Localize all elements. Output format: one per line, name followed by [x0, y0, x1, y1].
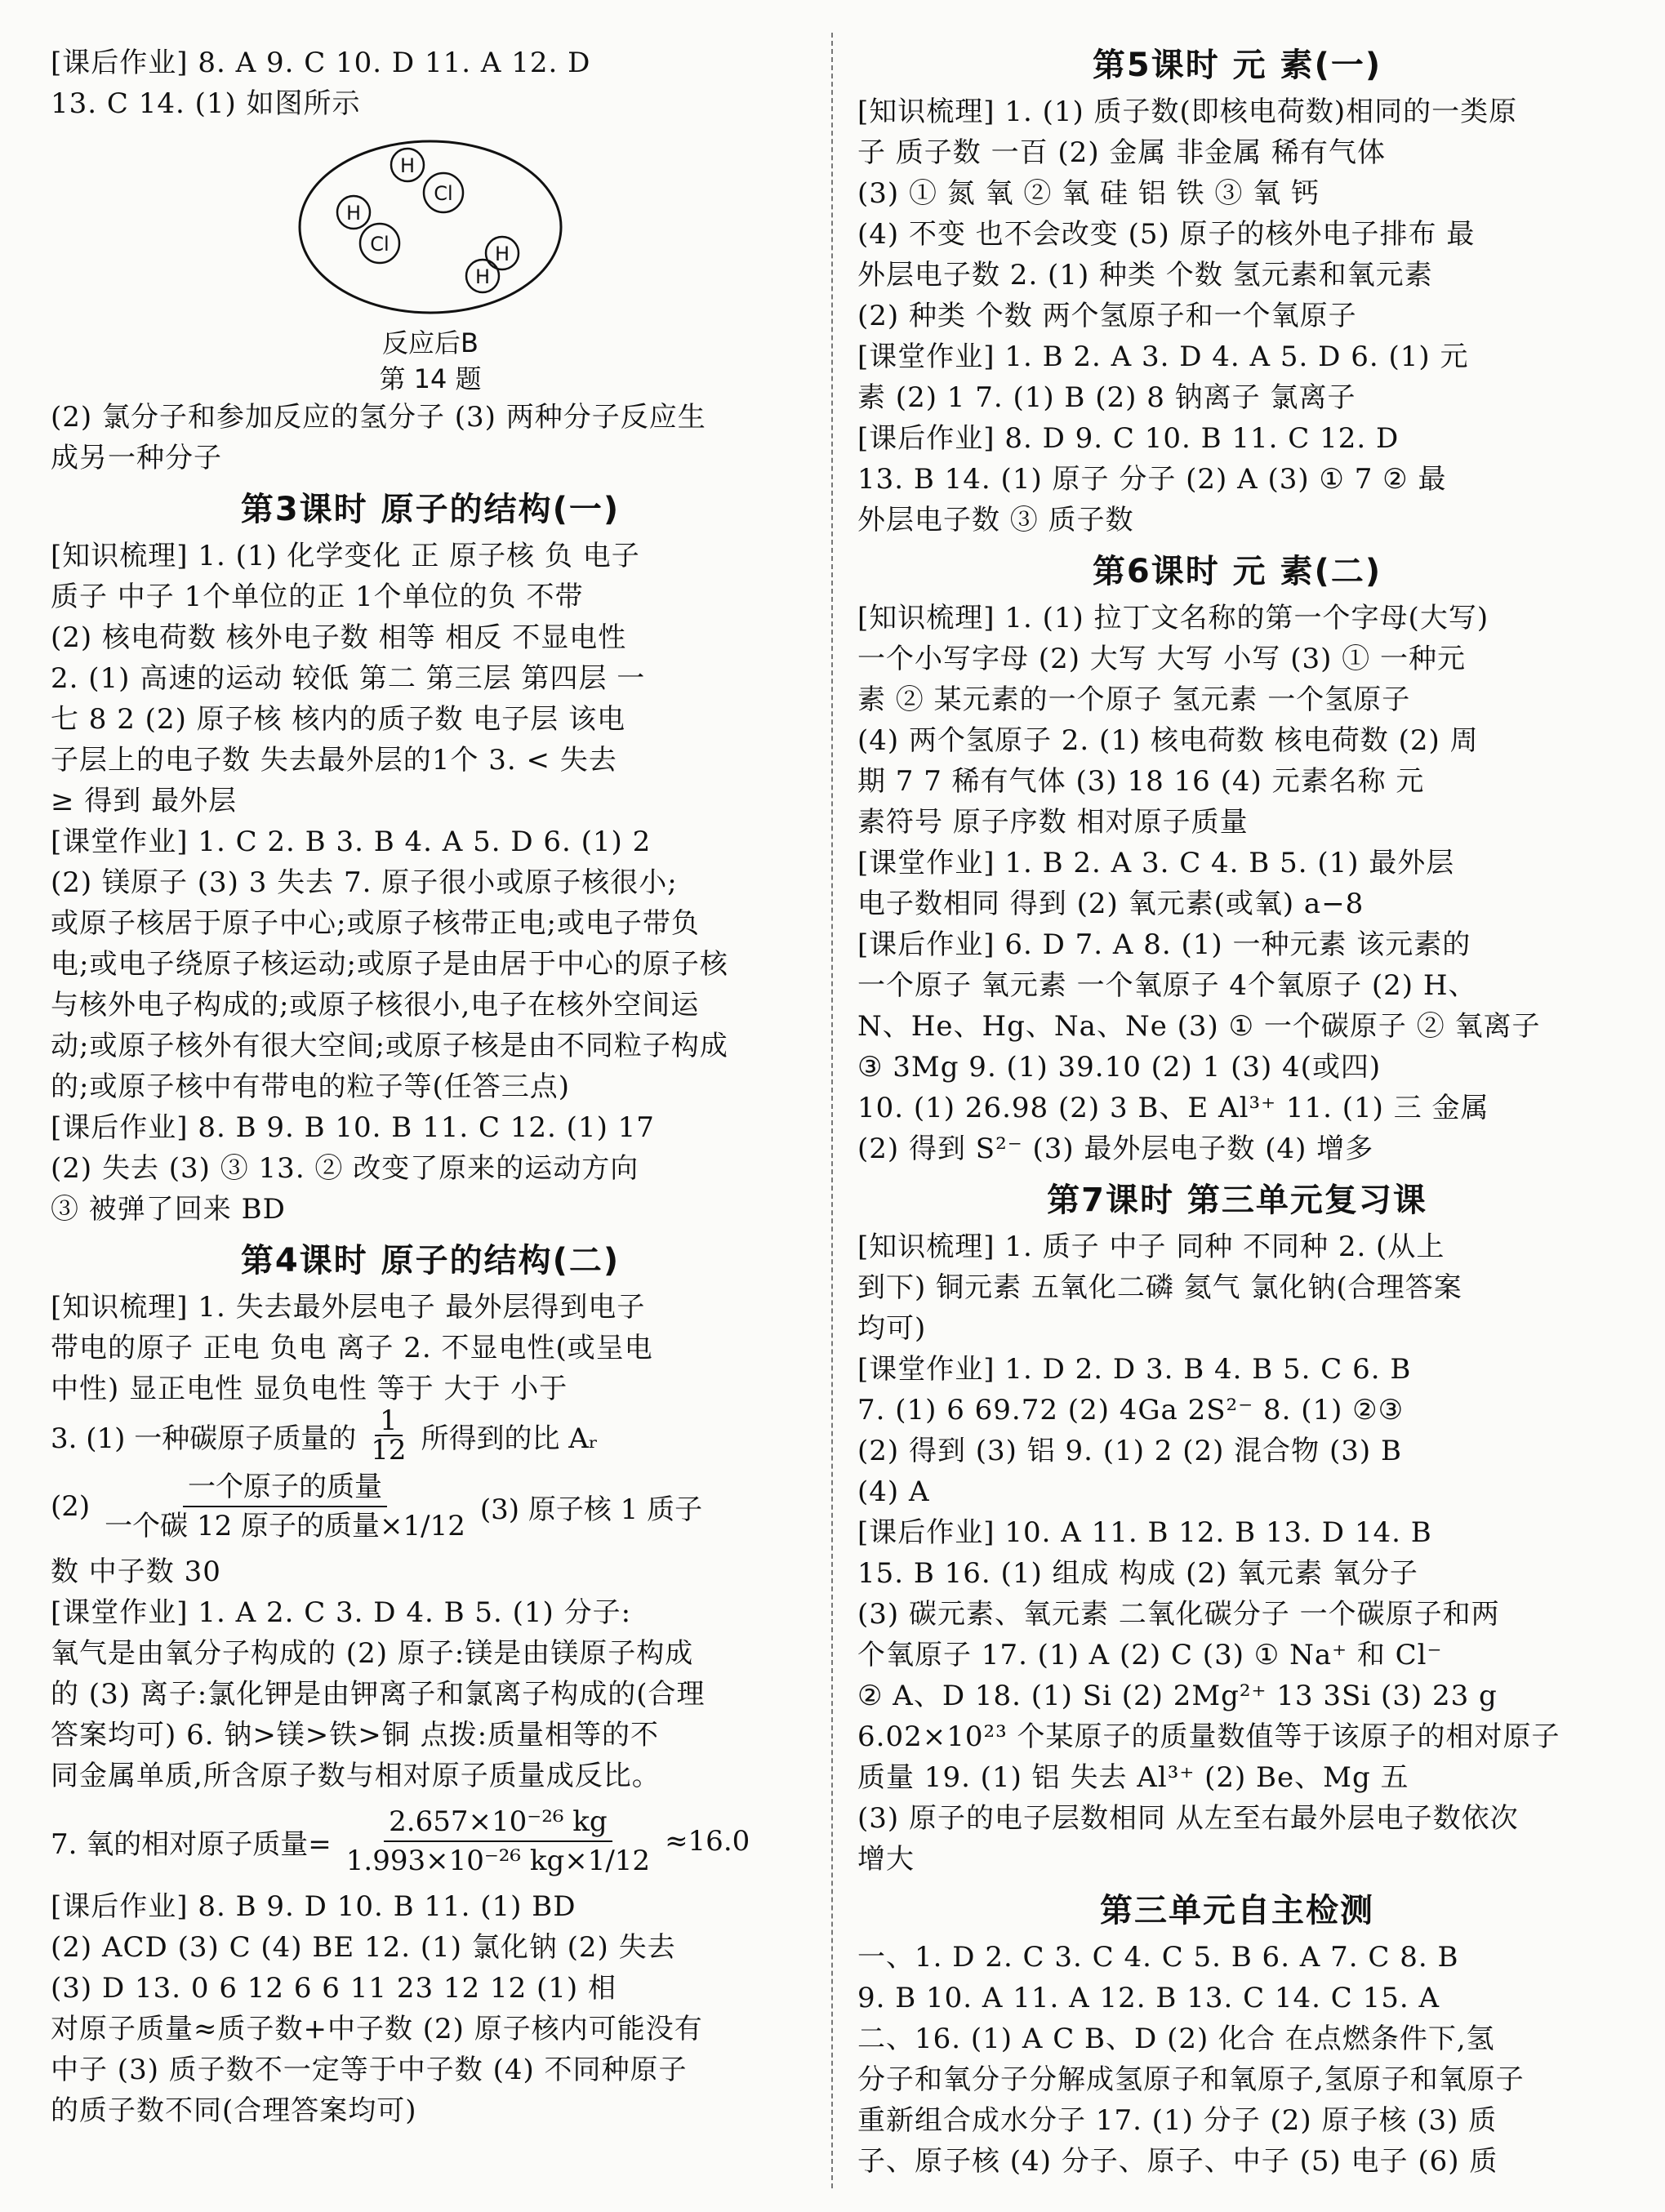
text-line: (2) ACD (3) C (4) BE 12. (1) 氯化钠 (2) 失去 — [51, 1931, 676, 1964]
text-line: [课后作业] 6. D 7. A 8. (1) 一种元素 该元素的 — [857, 928, 1471, 961]
text-line: 子层上的电子数 失去最外层的1个 3. < 失去 — [51, 744, 617, 777]
text-line: 动;或原子核外有很大空间;或原子核是由不同粒子构成 — [51, 1030, 728, 1062]
text-line: 一、1. D 2. C 3. C 4. C 5. B 6. A 7. C 8. B — [857, 1941, 1459, 1974]
text-line: 分子和氧分子分解成氢原子和氧原子,氢原子和氧原子 — [857, 2063, 1525, 2096]
text-line: 二、16. (1) A C B、D (2) 化合 在点燃条件下,氢 — [857, 2023, 1495, 2055]
atom-label: H — [474, 265, 491, 288]
section-heading: 第3课时 原子的结构(一) — [240, 491, 621, 528]
text-line: 6.02×10²³ 个某原子的质量数值等于该原子的相对原子 — [857, 1720, 1560, 1753]
formula-text: 所得到的比 Aᵣ — [421, 1422, 599, 1455]
fraction-numerator: 1 — [375, 1407, 403, 1436]
text-line: 氧气是由氧分子构成的 (2) 原子:镁是由镁原子构成 — [51, 1637, 694, 1670]
text-line: (2) 核电荷数 核外电子数 相等 相反 不显电性 — [51, 621, 627, 654]
text-line: 中性) 显正电性 显负电性 等于 大于 小于 — [51, 1373, 568, 1405]
text-line: 中子 (3) 质子数不一定等于中子数 (4) 不同种原子 — [51, 2054, 688, 2086]
figure-caption: 反应后B — [382, 327, 479, 358]
text-line: (2) 氯分子和参加反应的氢分子 (3) 两种分子反应生 — [51, 401, 706, 434]
text-line: 素 ② 某元素的一个原子 氢元素 一个氢原子 — [857, 683, 1411, 716]
atom-label: Cl — [434, 182, 453, 205]
atom-label: Cl — [370, 233, 390, 256]
text-line: [知识梳理] 1. (1) 化学变化 正 原子核 负 电子 — [51, 540, 640, 572]
left-column — [51, 42, 810, 2131]
text-line: 素 (2) 1 7. (1) B (2) 8 钠离子 氯离子 — [857, 381, 1356, 414]
text-line: 子、原子核 (4) 分子、原子、中子 (5) 电子 (6) 质 — [857, 2145, 1498, 2178]
atom-label: H — [399, 154, 416, 177]
text-line: 到下) 铜元素 五氧化二磷 氦气 氯化钠(合理答案 — [857, 1271, 1462, 1304]
fraction-denominator: 12 — [371, 1434, 407, 1467]
text-line: [课堂作业] 1. B 2. A 3. C 4. B 5. (1) 最外层 — [857, 847, 1455, 879]
fraction-denominator: 一个碳 12 原子的质量×1/12 — [105, 1510, 465, 1542]
question-14-figure — [51, 129, 810, 397]
text-line: (3) D 13. 0 6 12 6 6 11 23 12 12 (1) 相 — [51, 1972, 617, 2005]
text-line: 同金属单质,所含原子数与相对原子质量成反比。 — [51, 1760, 661, 1792]
molecule-diagram — [292, 129, 569, 325]
text-line: 对原子质量≈质子数+中子数 (2) 原子核内可能没有 — [51, 2013, 703, 2045]
text-line: 重新组合成水分子 17. (1) 分子 (2) 原子核 (3) 质 — [857, 2104, 1498, 2137]
text-line: [知识梳理] 1. 失去最外层电子 最外层得到电子 — [51, 1291, 646, 1324]
text-line: 数 中子数 30 — [51, 1556, 221, 1588]
text-line: 13. B 14. (1) 原子 分子 (2) A (3) ① 7 ② 最 — [857, 463, 1447, 496]
text-line: 2. (1) 高速的运动 较低 第二 第三层 第四层 一 — [51, 662, 646, 695]
text-line: 增大 — [857, 1843, 915, 1876]
text-line: (3) ① 氮 氧 ② 氧 硅 铝 铁 ③ 氧 钙 — [857, 177, 1320, 210]
text-line: 10. (1) 26.98 (2) 3 B、E Al³⁺ 11. (1) 三 金属 — [857, 1092, 1489, 1124]
formula-text: (3) 原子核 1 质子 — [479, 1493, 703, 1526]
formula-line — [51, 1796, 810, 1886]
formula-text: (2) — [51, 1490, 91, 1523]
text-line: [知识梳理] 1. 质子 中子 同种 不同种 2. (从上 — [857, 1231, 1445, 1263]
text-line: 个氧原子 17. (1) A (2) C (3) ① Na⁺ 和 Cl⁻ — [857, 1639, 1443, 1671]
text-line: (2) 得到 (3) 铝 9. (1) 2 (2) 混合物 (3) B — [857, 1435, 1402, 1467]
text-line: [课后作业] 8. B 9. B 10. B 11. C 12. (1) 17 — [51, 1111, 655, 1144]
formula-text: 3. (1) 一种碳原子质量的 — [51, 1422, 357, 1455]
text-line: (4) A — [857, 1475, 930, 1508]
container-ellipse — [300, 141, 561, 313]
text-line: ≥ 得到 最外层 — [51, 785, 238, 817]
fraction — [100, 1468, 470, 1545]
text-line: 9. B 10. A 11. A 12. B 13. C 14. C 15. A — [857, 1982, 1440, 2014]
formula-line — [51, 1462, 810, 1551]
text-line: 均可) — [857, 1312, 927, 1345]
text-line: [课堂作业] 1. A 2. C 3. D 4. B 5. (1) 分子: — [51, 1596, 632, 1629]
text-line: [课后作业] 8. A 9. C 10. D 11. A 12. D — [51, 47, 591, 79]
text-line: ③ 被弹了回来 BD — [51, 1193, 286, 1226]
fraction-numerator: 2.657×10⁻²⁶ kg — [384, 1803, 612, 1842]
text-line: 一个原子 氧元素 一个氧原子 4个氧原子 (2) H、 — [857, 969, 1477, 1002]
fraction-denominator: 1.993×10⁻²⁶ kg×1/12 — [345, 1845, 651, 1877]
text-line: 或原子核居于原子中心;或原子核带正电;或电子带负 — [51, 907, 700, 940]
text-line: [知识梳理] 1. (1) 质子数(即核电荷数)相同的一类原 — [857, 96, 1518, 128]
text-line: 七 8 2 (2) 原子核 核内的质子数 电子层 该电 — [51, 703, 626, 736]
section-heading: 第6课时 元 素(二) — [1092, 553, 1382, 590]
text-line: 13. C 14. (1) 如图所示 — [51, 87, 361, 120]
text-line: [课后作业] 8. D 9. C 10. B 11. C 12. D — [857, 422, 1400, 455]
text-line: 外层电子数 ③ 质子数 — [857, 504, 1134, 536]
text-line: (4) 两个氢原子 2. (1) 核电荷数 核电荷数 (2) 周 — [857, 724, 1479, 757]
text-line: [课堂作业] 1. B 2. A 3. D 4. A 5. D 6. (1) 元 — [857, 340, 1469, 373]
text-line: (4) 不变 也不会改变 (5) 原子的核外电子排布 最 — [857, 218, 1476, 251]
text-line: ③ 3Mg 9. (1) 39.10 (2) 1 (3) 4(或四) — [857, 1051, 1382, 1084]
fraction-numerator: 一个原子的质量 — [183, 1468, 387, 1507]
text-line: (3) 碳元素、氧元素 二氧化碳分子 一个碳原子和两 — [857, 1598, 1500, 1631]
fraction — [341, 1803, 655, 1880]
column-divider — [831, 33, 833, 2188]
text-line: 电子数相同 得到 (2) 氧元素(或氧) a−8 — [857, 888, 1364, 920]
fraction — [366, 1404, 411, 1467]
text-line: N、He、Hg、Na、Ne (3) ① 一个碳原子 ② 氧离子 — [857, 1010, 1541, 1043]
atom-label: H — [345, 202, 362, 225]
text-line: [课堂作业] 1. D 2. D 3. B 4. B 5. C 6. B — [857, 1353, 1412, 1386]
formula-text: ≈16.0 — [665, 1825, 750, 1858]
text-line: 质量 19. (1) 铝 失去 Al³⁺ (2) Be、Mg 五 — [857, 1761, 1409, 1794]
text-line: 外层电子数 2. (1) 种类 个数 氢元素和氧元素 — [857, 259, 1433, 292]
text-line: 的;或原子核中有带电的粒子等(任答三点) — [51, 1070, 570, 1103]
text-line: 一个小写字母 (2) 大写 大写 小写 (3) ① 一种元 — [857, 643, 1466, 675]
text-line: 带电的原子 正电 负电 离子 2. 不显电性(或呈电 — [51, 1332, 653, 1364]
text-line: ② A、D 18. (1) Si (2) 2Mg²⁺ 13 3Si (3) 23 g — [857, 1680, 1498, 1712]
text-line: (2) 种类 个数 两个氢原子和一个氧原子 — [857, 300, 1357, 332]
text-line: [课堂作业] 1. C 2. B 3. B 4. A 5. D 6. (1) 2 — [51, 826, 652, 858]
text-line: 的质子数不同(合理答案均可) — [51, 2094, 417, 2127]
text-line: [课后作业] 10. A 11. B 12. B 13. D 14. B — [857, 1516, 1432, 1549]
text-line: 与核外电子构成的;或原子核很小,电子在核外空间运 — [51, 989, 700, 1021]
atom-label: H — [494, 243, 510, 265]
text-line: 质子 中子 1个单位的正 1个单位的负 不带 — [51, 581, 584, 613]
right-column — [857, 42, 1617, 2182]
formula-line — [51, 1404, 810, 1467]
section-heading: 第4课时 原子的结构(二) — [240, 1242, 621, 1280]
text-line: (2) 失去 (3) ③ 13. ② 改变了原来的运动方向 — [51, 1152, 639, 1185]
text-line: 15. B 16. (1) 组成 构成 (2) 氧元素 氧分子 — [857, 1557, 1418, 1590]
text-line: 答案均可) 6. 钠>镁>铁>铜 点拨:质量相等的不 — [51, 1719, 660, 1751]
figure-label: 第 14 题 — [379, 363, 482, 394]
text-line: (2) 得到 S²⁻ (3) 最外层电子数 (4) 增多 — [857, 1133, 1374, 1165]
section-heading: 第三单元自主检测 — [1100, 1892, 1374, 1929]
text-line: 成另一种分子 — [51, 442, 222, 474]
text-line: 期 7 7 稀有气体 (3) 18 16 (4) 元素名称 元 — [857, 765, 1425, 798]
text-line: (3) 原子的电子层数相同 从左至右最外层电子数依次 — [857, 1802, 1519, 1835]
section-heading: 第5课时 元 素(一) — [1092, 47, 1382, 84]
text-line: [知识梳理] 1. (1) 拉丁文名称的第一个字母(大写) — [857, 602, 1489, 634]
formula-text: 7. 氧的相对原子质量= — [51, 1827, 332, 1861]
section-heading: 第7课时 第三单元复习课 — [1047, 1182, 1427, 1219]
text-line: 的 (3) 离子:氯化钾是由钾离子和氯离子构成的(合理 — [51, 1678, 706, 1711]
text-line: 电;或电子绕原子核运动;或原子是由居于中心的原子核 — [51, 948, 728, 981]
text-line: 7. (1) 6 69.72 (2) 4Ga 2S²⁻ 8. (1) ②③ — [857, 1394, 1405, 1426]
text-line: 子 质子数 一百 (2) 金属 非金属 稀有气体 — [857, 136, 1387, 169]
text-line: 素符号 原子序数 相对原子质量 — [857, 806, 1249, 839]
text-line: [课后作业] 8. B 9. D 10. B 11. (1) BD — [51, 1890, 577, 1923]
text-line: (2) 镁原子 (3) 3 失去 7. 原子很小或原子核很小; — [51, 866, 678, 899]
